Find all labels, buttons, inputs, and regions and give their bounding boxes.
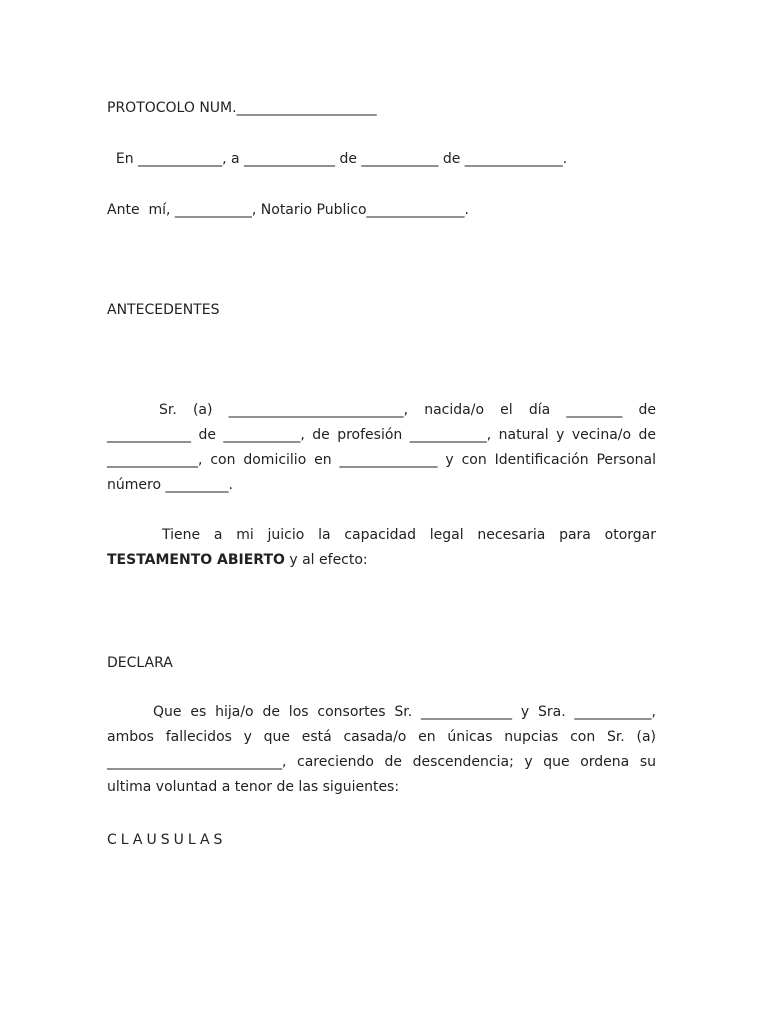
declara-text: Que es hija/o de los consortes Sr. _____________ y Sra. ___________, ambos fallecidos y que está casada/o en únicas nupcias con Sr. (a) _________________________, careciendo de descendencia; y que ordena su ultima voluntad a tenor de las siguientes: [107,704,656,795]
declara-heading: DECLARA [107,655,173,671]
capacidad-paragraph [107,523,656,573]
clausulas-heading: CLAUSULAS [107,832,227,848]
capacidad-text-before: Tiene a mi juicio la capacidad legal necesaria para otorgar [162,527,656,543]
capacidad-text-after: y al efecto: [284,552,368,568]
antecedentes-text: Sr. (a) _________________________, nacida/o el día ________ de ____________ de ___________, de profesión ___________, natural y vecina/o de _____________, con domicilio en ______________ y con Identificación Personal número _________. [107,402,656,493]
fecha-line: En ____________, a _____________ de ___________ de ______________. [107,151,568,167]
protocolo-line: PROTOCOLO NUM.____________________ [107,100,377,116]
antecedentes-paragraph [107,398,656,498]
testamento-abierto-label: TESTAMENTO ABIERTO [107,552,285,568]
notario-line: Ante mí, ___________, Notario Publico______________. [107,202,469,218]
antecedentes-heading: ANTECEDENTES [107,302,220,318]
declara-paragraph [107,700,656,800]
